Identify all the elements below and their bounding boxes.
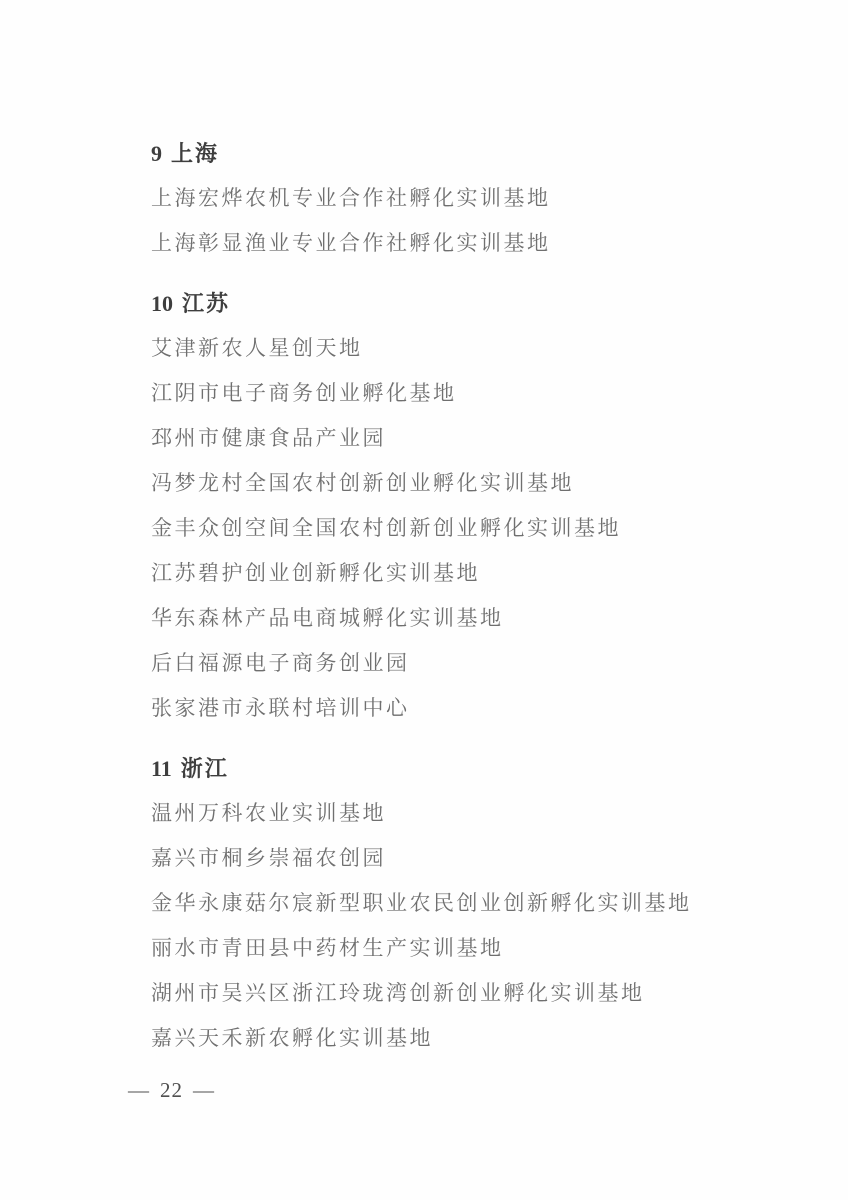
- province-section: [151, 281, 731, 731]
- base-list-item: 江阴市电子商务创业孵化基地: [151, 381, 457, 405]
- base-list-item: 湖州市吴兴区浙江玲珑湾创新创业孵化实训基地: [151, 981, 645, 1005]
- province-name: 浙江: [180, 756, 229, 781]
- page-footer: [128, 1078, 215, 1103]
- base-list-item: 上海彰显渔业专业合作社孵化实训基地: [151, 231, 551, 255]
- base-list-item: 丽水市青田县中药材生产实训基地: [151, 936, 504, 960]
- province-heading: [151, 281, 731, 326]
- base-list-item: 上海宏烨农机专业合作社孵化实训基地: [151, 186, 551, 210]
- province-name: 上海: [171, 141, 220, 166]
- base-list-item: 冯梦龙村全国农村创新创业孵化实训基地: [151, 471, 574, 495]
- footer-dash-left: —: [128, 1078, 150, 1102]
- province-number: 9: [151, 141, 162, 166]
- base-list-item: 温州万科农业实训基地: [151, 801, 386, 825]
- base-list-item: 邳州市健康食品产业园: [151, 426, 386, 450]
- base-list-item: 后白福源电子商务创业园: [151, 651, 410, 675]
- province-heading: [151, 131, 731, 176]
- base-list-item: 金华永康菇尔宸新型职业农民创业创新孵化实训基地: [151, 891, 692, 915]
- base-list-item: 嘉兴天禾新农孵化实训基地: [151, 1026, 433, 1050]
- province-number: 10: [151, 291, 173, 316]
- base-list-item: 华东森林产品电商城孵化实训基地: [151, 606, 504, 630]
- base-list-item: 张家港市永联村培训中心: [151, 696, 410, 720]
- footer-dash-right: —: [193, 1078, 215, 1102]
- base-list-item: 金丰众创空间全国农村创新创业孵化实训基地: [151, 516, 621, 540]
- province-number: 11: [151, 756, 172, 781]
- page-number: 22: [160, 1078, 183, 1102]
- province-section: [151, 746, 731, 1061]
- base-list-item: 艾津新农人星创天地: [151, 336, 363, 360]
- province-name: 江苏: [182, 291, 231, 316]
- base-list-item: 江苏碧护创业创新孵化实训基地: [151, 561, 480, 585]
- base-list-item: 嘉兴市桐乡崇福农创园: [151, 846, 386, 870]
- province-heading: [151, 746, 731, 791]
- base-directory-list: [151, 131, 731, 1061]
- province-section: [151, 131, 731, 266]
